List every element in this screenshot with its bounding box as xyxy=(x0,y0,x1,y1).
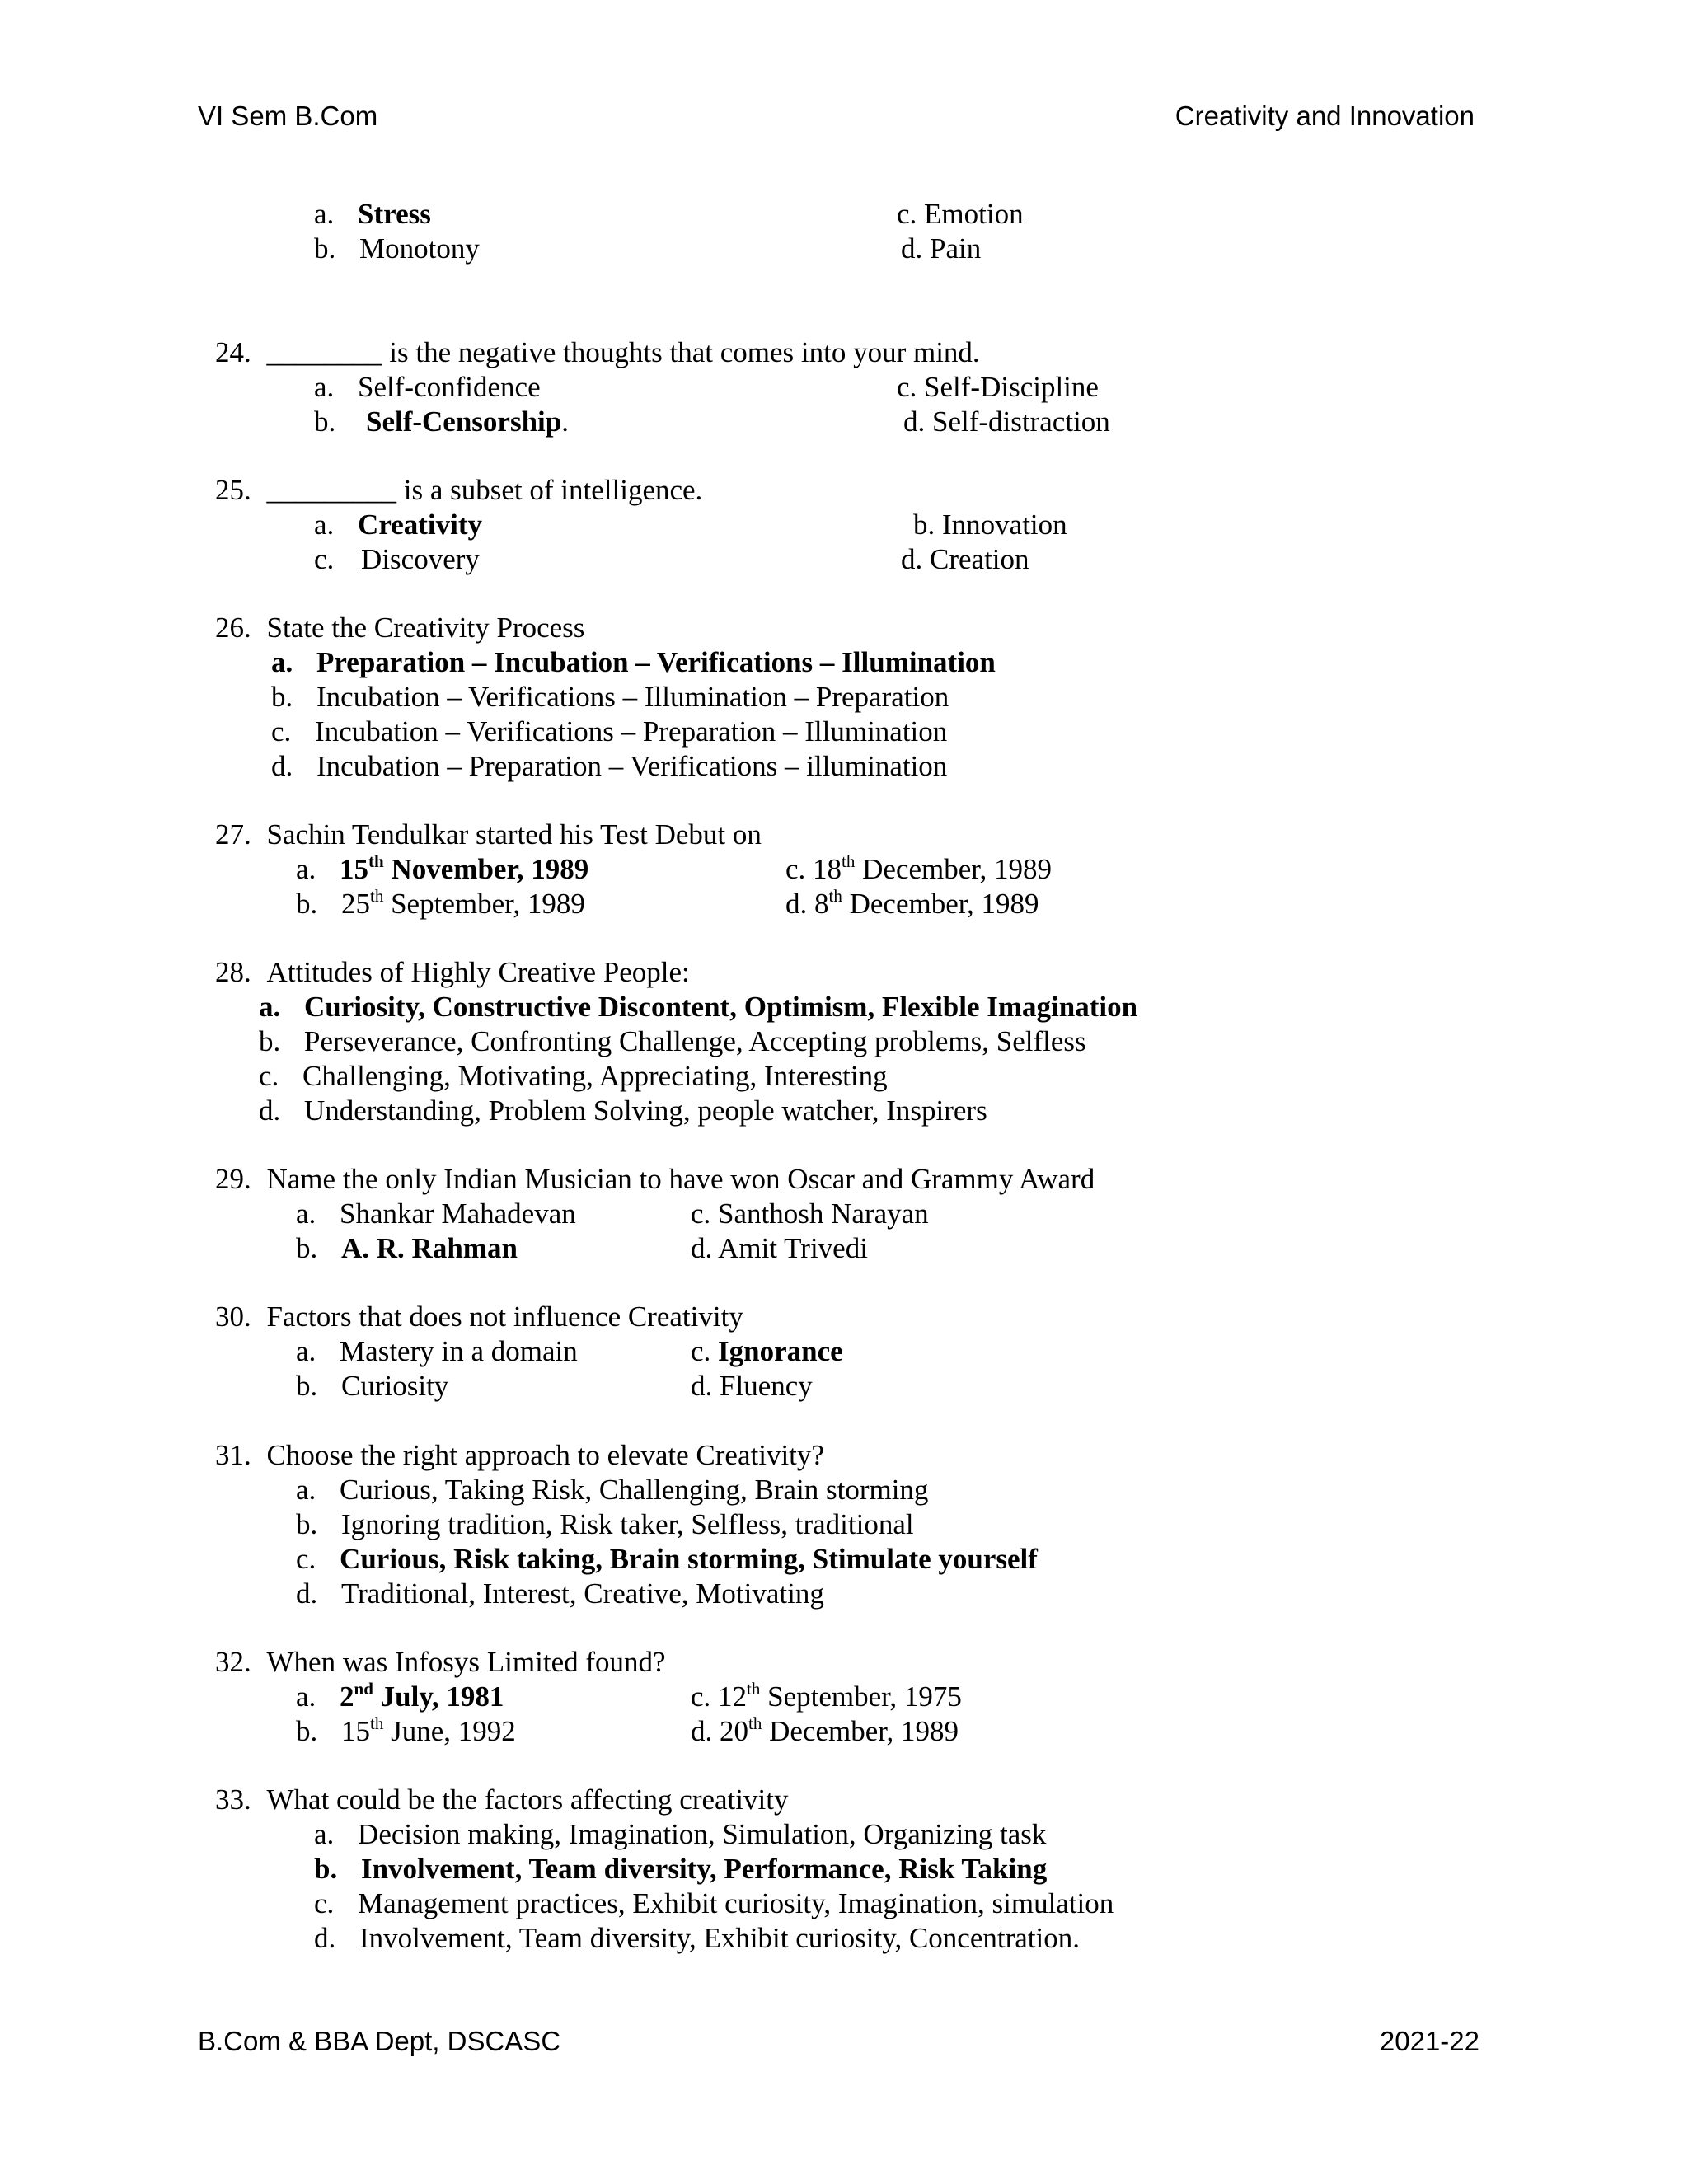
q23-option-d: d. Pain xyxy=(901,232,982,265)
q26-option-b xyxy=(271,681,949,714)
option-text: Shankar Mahadevan xyxy=(340,1197,576,1230)
q31-question xyxy=(215,1439,824,1472)
q31-option-c xyxy=(296,1543,1038,1576)
option-text: Incubation – Preparation – Verifications – illumination xyxy=(316,750,948,782)
q30-option-c xyxy=(691,1335,843,1368)
option-text: 15th June, 1992 xyxy=(341,1713,516,1747)
option-text: Management practices, Exhibit curiosity, Imagination, simulation xyxy=(358,1887,1114,1919)
q27-option-a xyxy=(296,853,588,886)
q31-option-d xyxy=(296,1577,824,1610)
option-letter: d. xyxy=(314,1922,336,1954)
q27-option-d: d. 8th December, 1989 xyxy=(785,886,1039,920)
footer-right: 2021-22 xyxy=(1379,2026,1479,2056)
q25-option-d: d. Creation xyxy=(901,543,1029,575)
question-text: Choose the right approach to elevate Creativity? xyxy=(266,1439,824,1471)
q24-option-a xyxy=(314,371,541,404)
q27-option-b xyxy=(296,888,585,921)
question-number: 26. xyxy=(215,612,251,644)
question-text: Attitudes of Highly Creative People: xyxy=(266,956,690,988)
option-text: Traditional, Interest, Creative, Motivating xyxy=(341,1577,824,1610)
q24-option-b xyxy=(314,405,569,438)
question-text: Name the only Indian Musician to have won Oscar and Grammy Award xyxy=(266,1163,1095,1195)
option-letter: a. xyxy=(259,991,281,1023)
q31-option-b xyxy=(296,1508,914,1541)
option-letter: c. xyxy=(314,543,335,575)
q29-option-d: d. Amit Trivedi xyxy=(691,1232,868,1264)
option-text: Challenging, Motivating, Appreciating, Interesting xyxy=(302,1060,888,1092)
q32-option-a xyxy=(296,1680,504,1713)
option-letter: c. xyxy=(691,1335,719,1367)
question-number: 27. xyxy=(215,818,251,851)
option-letter: b. xyxy=(314,1853,338,1885)
q28-option-c xyxy=(259,1060,888,1093)
option-text: Curiosity xyxy=(341,1370,449,1402)
option-text-correct: 15th November, 1989 xyxy=(340,851,589,885)
option-text: Understanding, Problem Solving, people watcher, Inspirers xyxy=(304,1094,987,1127)
q32-option-c: c. 12th September, 1975 xyxy=(691,1679,962,1713)
question-number: 30. xyxy=(215,1301,251,1333)
q32-option-d: d. 20th December, 1989 xyxy=(691,1713,959,1747)
option-text: Discovery xyxy=(361,543,480,575)
q29-option-c: c. Santhosh Narayan xyxy=(691,1197,929,1230)
question-text: Sachin Tendulkar started his Test Debut on xyxy=(266,818,762,851)
option-letter: c. xyxy=(314,1887,335,1919)
q32-question xyxy=(215,1646,666,1679)
option-letter: a. xyxy=(314,198,335,230)
option-letter: a. xyxy=(296,1680,316,1713)
option-letter: a. xyxy=(296,1335,316,1367)
question-text: When was Infosys Limited found? xyxy=(266,1646,666,1678)
q25-option-b: b. Innovation xyxy=(913,509,1067,541)
option-letter: b. xyxy=(314,405,336,438)
option-text-correct: Curiosity, Constructive Discontent, Optimism, Flexible Imagination xyxy=(304,991,1138,1023)
q28-option-b xyxy=(259,1025,1086,1058)
option-letter: b. xyxy=(296,1715,318,1747)
question-number: 32. xyxy=(215,1646,251,1678)
option-text: Perseverance, Confronting Challenge, Accepting problems, Selfless xyxy=(304,1025,1086,1057)
option-letter: a. xyxy=(314,1818,335,1850)
option-letter: b. xyxy=(296,1370,318,1402)
option-text: Monotony xyxy=(359,232,480,265)
option-letter: d. xyxy=(259,1094,281,1127)
question-text: _________ is a subset of intelligence. xyxy=(266,474,703,506)
question-number: 29. xyxy=(215,1163,251,1195)
q30-option-b xyxy=(296,1370,448,1403)
option-letter: c. xyxy=(271,715,292,748)
option-letter: a. xyxy=(314,371,335,403)
option-letter: b. xyxy=(314,232,336,265)
option-letter: b. xyxy=(296,1232,318,1264)
q33-option-d xyxy=(314,1922,1080,1955)
option-letter: a. xyxy=(296,853,316,885)
q26-option-a xyxy=(271,646,996,679)
q29-question xyxy=(215,1163,1095,1196)
q31-option-a xyxy=(296,1474,928,1507)
option-text: Curious, Taking Risk, Challenging, Brain storming xyxy=(340,1474,929,1506)
q28-option-a xyxy=(259,991,1137,1024)
option-text: 25th September, 1989 xyxy=(341,886,585,920)
option-letter: a. xyxy=(296,1474,316,1506)
question-text: Factors that does not influence Creativity xyxy=(266,1301,743,1333)
q28-option-d xyxy=(259,1094,987,1127)
q26-option-d xyxy=(271,750,947,783)
option-letter: a. xyxy=(271,646,293,678)
option-letter: c. xyxy=(259,1060,279,1092)
option-text: Involvement, Team diversity, Exhibit curiosity, Concentration. xyxy=(359,1922,1080,1954)
option-text: Incubation – Verifications – Preparation – Illumination xyxy=(315,715,948,748)
q33-option-a xyxy=(314,1818,1046,1851)
q23-option-c: c. Emotion xyxy=(897,198,1024,230)
q24-option-d: d. Self-distraction xyxy=(903,405,1110,438)
option-text-correct: Ignorance xyxy=(718,1335,843,1367)
option-letter: a. xyxy=(296,1197,316,1230)
option-text: Decision making, Imagination, Simulation, Organizing task xyxy=(358,1818,1047,1850)
option-letter: a. xyxy=(314,509,335,541)
q33-question xyxy=(215,1783,788,1816)
q25-option-c xyxy=(314,543,480,576)
option-letter: b. xyxy=(271,681,293,713)
question-number: 33. xyxy=(215,1783,251,1816)
q23-option-b xyxy=(314,232,480,265)
option-text: Mastery in a domain xyxy=(340,1335,578,1367)
option-text-correct: Curious, Risk taking, Brain storming, Stimulate yourself xyxy=(340,1543,1038,1575)
option-letter: d. xyxy=(271,750,293,782)
question-text: What could be the factors affecting creativity xyxy=(266,1783,789,1816)
option-letter: c. xyxy=(296,1543,316,1575)
option-text-tail: . xyxy=(561,405,569,438)
question-number: 24. xyxy=(215,336,251,368)
option-text-correct: Self-Censorship xyxy=(366,405,562,438)
question-number: 31. xyxy=(215,1439,251,1471)
q33-option-c xyxy=(314,1887,1114,1920)
option-text-correct: 2nd July, 1981 xyxy=(340,1679,504,1713)
header-left: VI Sem B.Com xyxy=(198,101,378,131)
question-text: State the Creativity Process xyxy=(266,612,585,644)
option-letter: b. xyxy=(296,888,318,920)
q23-option-a xyxy=(314,198,431,231)
q27-option-c: c. 18th December, 1989 xyxy=(785,851,1053,885)
q29-option-a xyxy=(296,1197,576,1230)
q24-option-c: c. Self-Discipline xyxy=(897,371,1099,403)
option-text-correct: Involvement, Team diversity, Performance, Risk Taking xyxy=(360,1853,1048,1885)
option-text-correct: A. R. Rahman xyxy=(341,1232,518,1264)
footer-left: B.Com & BBA Dept, DSCASC xyxy=(198,2026,561,2056)
header-right: Creativity and Innovation xyxy=(1175,101,1475,131)
q28-question xyxy=(215,956,690,989)
option-text-correct: Creativity xyxy=(358,509,483,541)
q27-question xyxy=(215,818,762,851)
q24-question xyxy=(215,336,980,369)
option-letter: d. xyxy=(296,1577,318,1610)
q25-question xyxy=(215,474,702,507)
option-text-correct: Preparation – Incubation – Verifications – Illumination xyxy=(316,646,996,678)
option-text: Incubation – Verifications – Illumination – Preparation xyxy=(316,681,950,713)
question-number: 28. xyxy=(215,956,251,988)
q26-option-c xyxy=(271,715,947,748)
option-letter: b. xyxy=(296,1508,318,1540)
question-text: ________ is the negative thoughts that comes into your mind. xyxy=(266,336,980,368)
q32-option-b xyxy=(296,1715,516,1748)
q30-question xyxy=(215,1301,743,1333)
question-number: 25. xyxy=(215,474,251,506)
q29-option-b xyxy=(296,1232,518,1265)
q30-option-d: d. Fluency xyxy=(691,1370,813,1402)
q25-option-a xyxy=(314,509,482,541)
option-text: Ignoring tradition, Risk taker, Selfless, traditional xyxy=(341,1508,914,1540)
option-text: Self-confidence xyxy=(358,371,541,403)
option-text-correct: Stress xyxy=(358,198,431,230)
q26-question xyxy=(215,612,584,644)
option-letter: b. xyxy=(259,1025,281,1057)
q30-option-a xyxy=(296,1335,578,1368)
q33-option-b xyxy=(314,1853,1047,1886)
